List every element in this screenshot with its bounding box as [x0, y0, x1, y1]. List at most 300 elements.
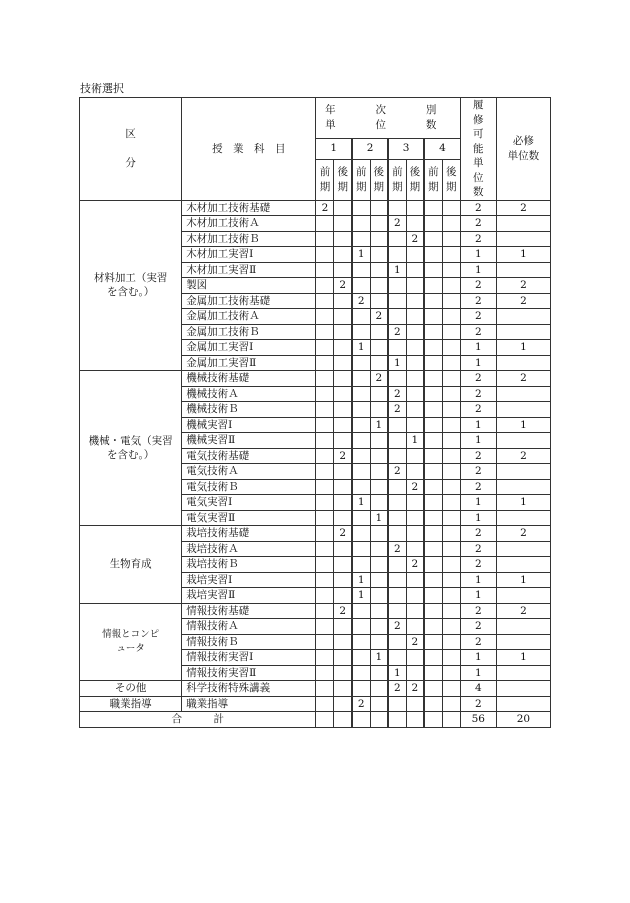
required-units-cell: 1: [496, 572, 550, 588]
subject-cell: 情報技術Ｂ: [182, 634, 316, 650]
registrable-units-cell: 2: [460, 619, 496, 635]
subject-cell: 情報技術実習Ⅱ: [182, 665, 316, 681]
term-units-cell: [406, 510, 424, 526]
registrable-units-cell: 2: [460, 309, 496, 325]
term-units-cell: 1: [370, 417, 388, 433]
subject-cell: 情報技術基礎: [182, 603, 316, 619]
term-units-cell: [334, 479, 352, 495]
term-units-cell: [406, 355, 424, 371]
term-units-cell: [334, 386, 352, 402]
term-units-cell: [334, 588, 352, 604]
term-units-cell: [316, 495, 334, 511]
subject-cell: 機械技術Ａ: [182, 386, 316, 402]
term-units-cell: [442, 665, 460, 681]
subject-cell: 職業指導: [182, 696, 316, 712]
header-category: [80, 98, 182, 201]
term-units-cell: [406, 278, 424, 294]
term-units-cell: 2: [388, 619, 406, 635]
subject-cell: 電気技術Ｂ: [182, 479, 316, 495]
term-units-cell: [442, 278, 460, 294]
category-label: 機械・電気（実習: [88, 435, 173, 447]
registrable-units-cell: 2: [460, 464, 496, 480]
term-units-cell: [334, 557, 352, 573]
subject-cell: 木材加工技術基礎: [182, 200, 316, 216]
term-units-cell: [370, 479, 388, 495]
term-units-cell: [316, 619, 334, 635]
term-units-cell: 1: [406, 433, 424, 449]
table-row: [80, 681, 551, 697]
term-units-cell: [334, 541, 352, 557]
term-units-cell: [370, 247, 388, 263]
table-body: [80, 200, 551, 712]
term-units-cell: [352, 619, 370, 635]
required-units-cell: [496, 324, 550, 340]
totals-term-cell: [424, 712, 442, 728]
table-row: [80, 371, 551, 387]
term-units-cell: [388, 371, 406, 387]
term-units-cell: [424, 495, 442, 511]
term-units-cell: [442, 371, 460, 387]
term-units-cell: [370, 541, 388, 557]
term-units-cell: [334, 696, 352, 712]
term-units-cell: [352, 603, 370, 619]
term-units-cell: [334, 371, 352, 387]
term-units-cell: [316, 340, 334, 356]
registrable-units-cell: 2: [460, 603, 496, 619]
subject-cell: 木材加工技術Ａ: [182, 216, 316, 232]
subject-cell: 栽培実習Ⅱ: [182, 588, 316, 604]
header-term-4-second: 後 期: [442, 159, 460, 200]
category-cell: [80, 371, 182, 526]
term-units-cell: [424, 650, 442, 666]
subject-cell: 木材加工技術Ｂ: [182, 231, 316, 247]
term-units-cell: 1: [388, 355, 406, 371]
term-units-cell: [442, 603, 460, 619]
term-units-cell: [334, 309, 352, 325]
term-units-cell: [442, 293, 460, 309]
header-term-3-first: 前 期: [388, 159, 406, 200]
term-units-cell: [406, 293, 424, 309]
term-units-cell: 2: [388, 402, 406, 418]
term-units-cell: 1: [352, 572, 370, 588]
required-units-cell: 1: [496, 340, 550, 356]
term-units-cell: [424, 278, 442, 294]
term-units-cell: [388, 278, 406, 294]
term-units-cell: [442, 650, 460, 666]
term-units-cell: [424, 448, 442, 464]
category-cell: [80, 603, 182, 681]
table-row: [80, 526, 551, 542]
term-units-cell: [388, 417, 406, 433]
term-units-cell: [424, 309, 442, 325]
term-units-cell: [424, 262, 442, 278]
required-units-cell: [496, 681, 550, 697]
term-units-cell: [352, 200, 370, 216]
term-units-cell: [370, 324, 388, 340]
term-units-cell: [424, 200, 442, 216]
term-units-cell: [316, 464, 334, 480]
totals-label: 合 計: [80, 712, 316, 728]
term-units-cell: [316, 557, 334, 573]
term-units-cell: [370, 355, 388, 371]
term-units-cell: [316, 541, 334, 557]
category-label: ュータ: [116, 642, 145, 654]
subject-cell: 機械実習Ⅰ: [182, 417, 316, 433]
subject-cell: 木材加工実習Ⅰ: [182, 247, 316, 263]
registrable-units-cell: 2: [460, 200, 496, 216]
curriculum-table: [79, 97, 551, 728]
term-units-cell: [352, 681, 370, 697]
term-units-cell: [352, 262, 370, 278]
term-units-cell: 1: [352, 588, 370, 604]
term-units-cell: [442, 402, 460, 418]
term-units-cell: [424, 603, 442, 619]
term-units-cell: [442, 634, 460, 650]
registrable-units-cell: 1: [460, 650, 496, 666]
term-units-cell: [424, 355, 442, 371]
term-units-cell: [388, 340, 406, 356]
term-units-cell: [334, 402, 352, 418]
term-units-cell: 2: [388, 541, 406, 557]
term-units-cell: [370, 448, 388, 464]
term-units-cell: [406, 324, 424, 340]
term-units-cell: [316, 681, 334, 697]
subject-cell: 科学技術特殊講義: [182, 681, 316, 697]
term-units-cell: [370, 262, 388, 278]
registrable-units-cell: 4: [460, 681, 496, 697]
term-units-cell: [424, 557, 442, 573]
required-units-cell: 2: [496, 526, 550, 542]
term-units-cell: [406, 247, 424, 263]
term-units-cell: [424, 340, 442, 356]
term-units-cell: [388, 495, 406, 511]
required-units-cell: 2: [496, 371, 550, 387]
term-units-cell: [442, 309, 460, 325]
term-units-cell: [406, 200, 424, 216]
term-units-cell: [334, 200, 352, 216]
term-units-cell: [442, 340, 460, 356]
term-units-cell: [406, 309, 424, 325]
term-units-cell: [388, 696, 406, 712]
subject-cell: 栽培技術Ａ: [182, 541, 316, 557]
term-units-cell: [406, 619, 424, 635]
required-units-cell: [496, 479, 550, 495]
required-units-cell: [496, 619, 550, 635]
term-units-cell: [424, 216, 442, 232]
term-units-cell: [316, 417, 334, 433]
term-units-cell: 1: [370, 650, 388, 666]
term-units-cell: 2: [334, 448, 352, 464]
totals-required: 20: [496, 712, 550, 728]
registrable-units-cell: 2: [460, 324, 496, 340]
required-units-cell: [496, 216, 550, 232]
term-units-cell: [370, 402, 388, 418]
term-units-cell: 2: [388, 681, 406, 697]
term-units-cell: [442, 681, 460, 697]
term-units-cell: [406, 603, 424, 619]
header-term-1-second: 後 期: [334, 159, 352, 200]
registrable-units-cell: 1: [460, 495, 496, 511]
term-units-cell: [334, 293, 352, 309]
subject-cell: 金属加工実習Ⅰ: [182, 340, 316, 356]
registrable-units-cell: 2: [460, 696, 496, 712]
term-units-cell: [406, 572, 424, 588]
header-year-1: 1: [316, 138, 352, 159]
term-units-cell: [424, 696, 442, 712]
term-units-cell: [406, 386, 424, 402]
term-units-cell: [442, 448, 460, 464]
term-units-cell: [316, 231, 334, 247]
required-units-cell: 1: [496, 650, 550, 666]
term-units-cell: [442, 386, 460, 402]
term-units-cell: [316, 448, 334, 464]
term-units-cell: [424, 231, 442, 247]
term-units-cell: [316, 588, 334, 604]
subject-cell: 金属加工技術Ｂ: [182, 324, 316, 340]
term-units-cell: 2: [316, 200, 334, 216]
term-units-cell: [370, 495, 388, 511]
term-units-cell: [370, 588, 388, 604]
term-units-cell: [424, 433, 442, 449]
term-units-cell: [442, 216, 460, 232]
term-units-cell: [388, 200, 406, 216]
term-units-cell: [316, 216, 334, 232]
registrable-units-cell: 2: [460, 541, 496, 557]
category-label: 生物育成: [109, 558, 152, 571]
term-units-cell: [388, 293, 406, 309]
term-units-cell: [352, 526, 370, 542]
term-units-cell: [388, 572, 406, 588]
term-units-cell: [442, 433, 460, 449]
term-units-cell: [334, 681, 352, 697]
term-units-cell: [352, 231, 370, 247]
term-units-cell: [334, 495, 352, 511]
term-units-cell: [352, 479, 370, 495]
term-units-cell: [370, 386, 388, 402]
registrable-units-cell: 1: [460, 433, 496, 449]
term-units-cell: [406, 588, 424, 604]
term-units-cell: 2: [406, 231, 424, 247]
term-units-cell: [370, 603, 388, 619]
registrable-units-cell: 2: [460, 371, 496, 387]
term-units-cell: 2: [370, 371, 388, 387]
term-units-cell: [352, 309, 370, 325]
required-units-cell: [496, 588, 550, 604]
totals-term-cell: [388, 712, 406, 728]
term-units-cell: [316, 433, 334, 449]
term-units-cell: [442, 495, 460, 511]
term-units-cell: [370, 619, 388, 635]
category-cell: [80, 696, 182, 712]
term-units-cell: [334, 634, 352, 650]
totals-term-cell: [334, 712, 352, 728]
header-year-2: 2: [352, 138, 388, 159]
term-units-cell: [316, 479, 334, 495]
required-units-cell: 2: [496, 200, 550, 216]
term-units-cell: [424, 541, 442, 557]
section-title: 技術選択: [80, 82, 124, 95]
term-units-cell: [424, 634, 442, 650]
term-units-cell: 1: [352, 247, 370, 263]
term-units-cell: [388, 247, 406, 263]
term-units-cell: 2: [334, 278, 352, 294]
required-units-cell: [496, 433, 550, 449]
term-units-cell: [316, 247, 334, 263]
registrable-units-cell: 2: [460, 216, 496, 232]
term-units-cell: [334, 231, 352, 247]
term-units-cell: [424, 572, 442, 588]
registrable-units-cell: 1: [460, 355, 496, 371]
term-units-cell: [370, 572, 388, 588]
term-units-cell: [442, 557, 460, 573]
term-units-cell: [352, 355, 370, 371]
term-units-cell: [334, 650, 352, 666]
term-units-cell: [442, 572, 460, 588]
term-units-cell: [352, 417, 370, 433]
required-units-cell: [496, 634, 550, 650]
term-units-cell: [370, 696, 388, 712]
header-term-1-first: 前 期: [316, 159, 334, 200]
term-units-cell: 2: [406, 557, 424, 573]
term-units-cell: [334, 464, 352, 480]
subject-cell: 電気実習Ⅱ: [182, 510, 316, 526]
term-units-cell: [406, 448, 424, 464]
term-units-cell: 1: [370, 510, 388, 526]
term-units-cell: [388, 526, 406, 542]
term-units-cell: [352, 557, 370, 573]
term-units-cell: [406, 262, 424, 278]
category-cell: [80, 526, 182, 604]
term-units-cell: [424, 293, 442, 309]
subject-cell: 情報技術Ａ: [182, 619, 316, 635]
subject-cell: 製図: [182, 278, 316, 294]
subject-cell: 機械技術Ｂ: [182, 402, 316, 418]
header-year-units: 年 次 別 単 位 数: [316, 98, 460, 139]
term-units-cell: [352, 278, 370, 294]
registrable-units-cell: 2: [460, 293, 496, 309]
header-subject: 授 業 科 目: [182, 98, 316, 201]
required-units-cell: [496, 309, 550, 325]
term-units-cell: [388, 588, 406, 604]
term-units-cell: [406, 402, 424, 418]
registrable-units-cell: 2: [460, 402, 496, 418]
term-units-cell: [406, 371, 424, 387]
term-units-cell: [316, 696, 334, 712]
subject-cell: 栽培技術Ｂ: [182, 557, 316, 573]
term-units-cell: [316, 572, 334, 588]
subject-cell: 金属加工技術基礎: [182, 293, 316, 309]
header-category-label: 区 分: [125, 128, 136, 169]
term-units-cell: [442, 619, 460, 635]
term-units-cell: [352, 634, 370, 650]
term-units-cell: 2: [388, 216, 406, 232]
required-units-cell: 2: [496, 603, 550, 619]
term-units-cell: [406, 696, 424, 712]
category-label: を含む。）: [106, 286, 155, 299]
term-units-cell: [334, 665, 352, 681]
header-term-3-second: 後 期: [406, 159, 424, 200]
category-label: 情報とコンピ: [102, 628, 160, 640]
term-units-cell: 2: [334, 526, 352, 542]
registrable-units-cell: 2: [460, 386, 496, 402]
term-units-cell: [316, 386, 334, 402]
term-units-cell: [406, 464, 424, 480]
registrable-units-cell: 2: [460, 557, 496, 573]
term-units-cell: [370, 231, 388, 247]
term-units-cell: [352, 448, 370, 464]
required-units-cell: [496, 557, 550, 573]
required-units-cell: [496, 665, 550, 681]
term-units-cell: [406, 216, 424, 232]
term-units-cell: [370, 200, 388, 216]
header-year-4: 4: [424, 138, 460, 159]
term-units-cell: [352, 386, 370, 402]
term-units-cell: [424, 402, 442, 418]
registrable-units-cell: 1: [460, 262, 496, 278]
term-units-cell: [388, 479, 406, 495]
term-units-cell: [406, 526, 424, 542]
totals-term-cell: [406, 712, 424, 728]
required-units-cell: [496, 355, 550, 371]
header-registrable-label: 履 修 可 能 単 位 数: [473, 99, 484, 198]
term-units-cell: [406, 340, 424, 356]
term-units-cell: 2: [406, 681, 424, 697]
subject-cell: 木材加工実習Ⅱ: [182, 262, 316, 278]
subject-cell: 栽培実習Ⅰ: [182, 572, 316, 588]
subject-cell: 機械実習Ⅱ: [182, 433, 316, 449]
table-row: [80, 200, 551, 216]
term-units-cell: [316, 603, 334, 619]
term-units-cell: [424, 324, 442, 340]
term-units-cell: [442, 200, 460, 216]
registrable-units-cell: 1: [460, 417, 496, 433]
required-units-cell: [496, 541, 550, 557]
category-label: その他: [114, 682, 147, 695]
term-units-cell: [352, 464, 370, 480]
term-units-cell: [406, 541, 424, 557]
term-units-cell: [442, 541, 460, 557]
header-required-units: [496, 98, 550, 201]
registrable-units-cell: 2: [460, 634, 496, 650]
required-units-cell: 2: [496, 293, 550, 309]
term-units-cell: [424, 588, 442, 604]
term-units-cell: [388, 448, 406, 464]
term-units-cell: [370, 681, 388, 697]
registrable-units-cell: 1: [460, 340, 496, 356]
totals-registrable: 56: [460, 712, 496, 728]
required-units-cell: 1: [496, 495, 550, 511]
term-units-cell: [316, 650, 334, 666]
term-units-cell: 2: [352, 696, 370, 712]
term-units-cell: [316, 278, 334, 294]
term-units-cell: [334, 340, 352, 356]
term-units-cell: 2: [334, 603, 352, 619]
term-units-cell: [334, 262, 352, 278]
required-units-cell: 1: [496, 247, 550, 263]
registrable-units-cell: 1: [460, 510, 496, 526]
registrable-units-cell: 1: [460, 247, 496, 263]
term-units-cell: [442, 231, 460, 247]
term-units-cell: [352, 433, 370, 449]
totals-term-cell: [442, 712, 460, 728]
header-term-4-first: 前 期: [424, 159, 442, 200]
term-units-cell: [388, 309, 406, 325]
term-units-cell: [370, 464, 388, 480]
term-units-cell: [334, 216, 352, 232]
term-units-cell: 2: [352, 293, 370, 309]
term-units-cell: [424, 417, 442, 433]
term-units-cell: [316, 371, 334, 387]
